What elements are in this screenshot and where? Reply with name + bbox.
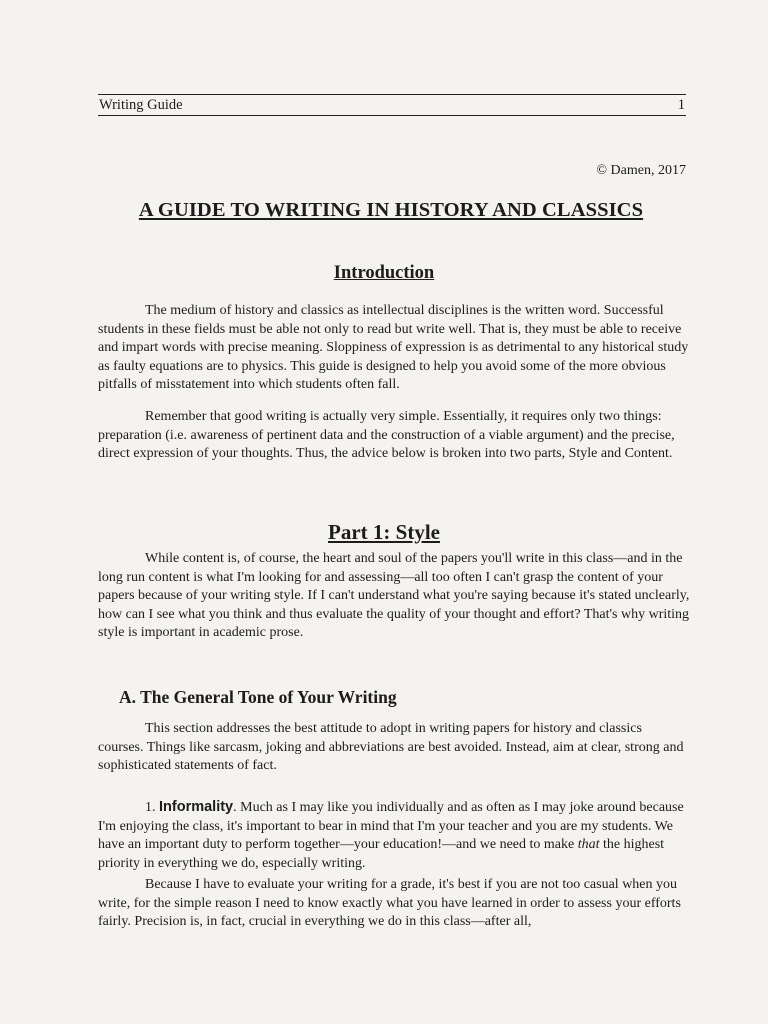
- informality-text-b: the highest priority in everything we do, especially writing.: [98, 837, 665, 871]
- informality-label: Informality: [159, 799, 234, 815]
- informality-text-a: . Much as I may like you individually and as often as I may joke around because I'm enjoying the class, it's important to bear in mind that I'm your teacher and you are my students. We have an important duty to perform together—your education!—and we need to make: [98, 800, 684, 853]
- intro-paragraph-2: Remember that good writing is actually very simple. Essentially, it requires only two things: preparation (i.e. awareness of pertinent data and the construction of a viable argument) and the precise, direct expression of your thoughts. Thus, the advice below is broken into two parts, Style and Content.: [98, 409, 675, 462]
- section-a-heading: A. The General Tone of Your Writing: [119, 687, 397, 707]
- page-number: 1: [677, 97, 685, 113]
- document-title: A GUIDE TO WRITING IN HISTORY AND CLASSICS: [138, 199, 644, 221]
- tone-paragraph: This section addresses the best attitude to adopt in writing papers for history and classics courses. Things like sarcasm, joking and abbreviations are best avoided. Instead, aim at clear, strong and sophisticated statements of fact.: [98, 721, 684, 774]
- evaluation-paragraph: Because I have to evaluate your writing for a grade, it's best if you are not too casual when you write, for the simple reason I need to know exactly what you have learned in order to assess your efforts fairly. Precision is, in fact, crucial in everything we do in this class—after all,: [98, 877, 681, 930]
- header-title: Writing Guide: [99, 97, 183, 113]
- intro-paragraph-1: The medium of history and classics as intellectual disciplines is the written word. Successful students in these fields must be able not only to read but write well. That is, they must be able to receive and impart words with precise meaning. Sloppiness of expression is as detrimental to any historical study as faulty equations are to physics. This guide is designed to help you avoid some of the more obvious pitfalls of misstatement into which students often fall.: [98, 303, 689, 393]
- running-header: [98, 94, 686, 116]
- part1-heading: Part 1: Style: [328, 520, 440, 544]
- style-paragraph: While content is, of course, the heart and soul of the papers you'll write in this class—and in the long run content is what I'm looking for and assessing—all too often I can't grasp the content of your papers because of your writing style. If I can't understand what you're saying because it's stated unclearly, how can I see what you think and thus evaluate the quality of your thought and effort? That's why writing style is important in academic prose.: [98, 551, 690, 641]
- copyright-notice: © Damen, 2017: [596, 163, 686, 178]
- emphasis-word: that: [577, 837, 600, 853]
- informality-paragraph: [98, 798, 690, 873]
- item-number: 1.: [145, 800, 156, 815]
- introduction-heading: Introduction: [333, 263, 435, 283]
